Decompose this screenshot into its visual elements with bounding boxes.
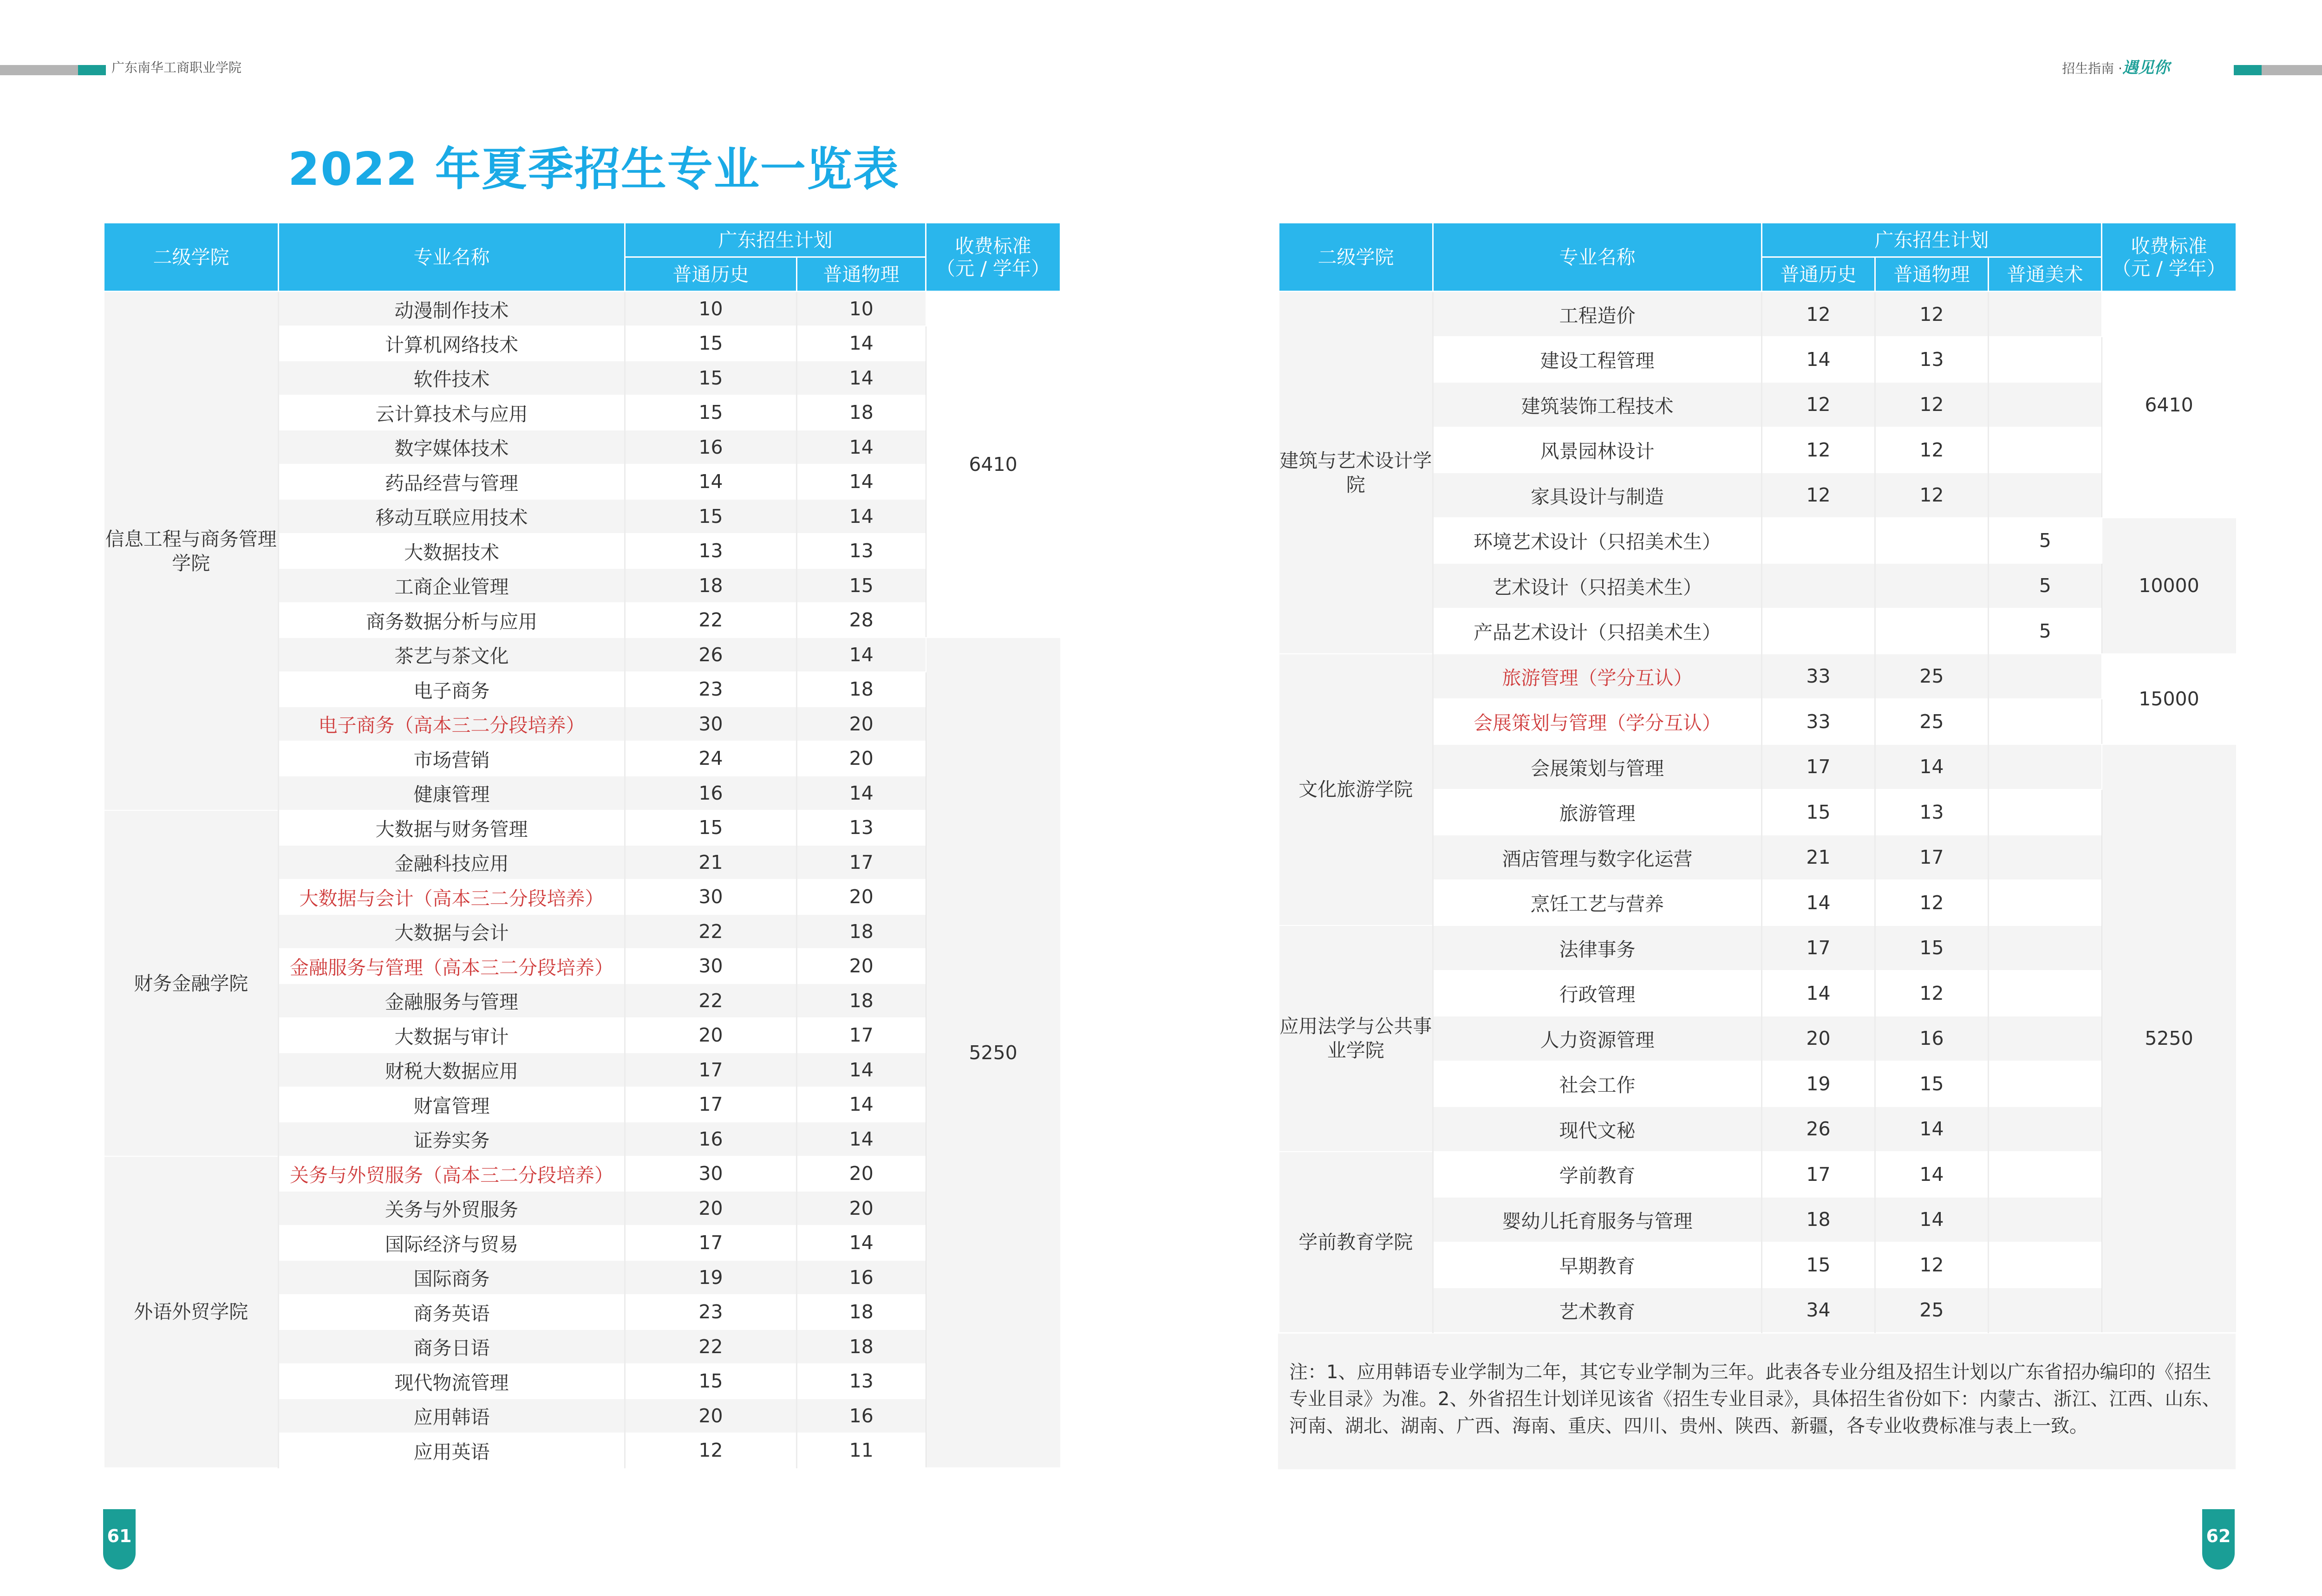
header-bar-right-teal — [2234, 65, 2262, 75]
art-cell — [1989, 1242, 2102, 1288]
major-cell: 大数据技术 — [279, 534, 625, 568]
history-cell: 17 — [1762, 744, 1875, 790]
col-header-fee-label: 收费标准 — [2131, 235, 2207, 257]
physics-cell: 20 — [797, 879, 926, 914]
physics-cell: 25 — [1875, 654, 1989, 699]
history-cell: 12 — [1762, 473, 1875, 518]
art-cell — [1989, 835, 2102, 880]
history-cell: 22 — [625, 1329, 797, 1364]
history-cell: 24 — [625, 741, 797, 776]
major-cell: 关务与外贸服务 — [279, 1191, 625, 1226]
physics-cell: 20 — [797, 1156, 926, 1191]
col-header-physics: 普通物理 — [1875, 257, 1989, 292]
physics-cell: 12 — [1875, 382, 1989, 428]
history-cell: 17 — [625, 1225, 797, 1260]
history-cell: 12 — [625, 1433, 797, 1468]
table-row — [1279, 925, 2237, 971]
major-cell: 行政管理 — [1433, 971, 1762, 1016]
history-cell — [1762, 518, 1875, 563]
art-cell — [1989, 427, 2102, 473]
history-cell: 15 — [625, 810, 797, 845]
physics-cell: 15 — [1875, 1061, 1989, 1107]
physics-cell: 14 — [1875, 744, 1989, 790]
history-cell: 13 — [625, 534, 797, 568]
physics-cell: 10 — [797, 292, 926, 326]
history-cell: 15 — [1762, 789, 1875, 835]
fee-cell: 6410 — [926, 292, 1061, 638]
history-cell: 22 — [625, 914, 797, 949]
major-cell: 现代物流管理 — [279, 1364, 625, 1399]
college-cell: 信息工程与商务管理学院 — [104, 292, 279, 811]
major-cell: 法律事务 — [1433, 925, 1762, 971]
physics-cell: 25 — [1875, 1288, 1989, 1333]
art-cell — [1989, 880, 2102, 925]
physics-cell: 18 — [797, 395, 926, 430]
physics-cell: 11 — [797, 1433, 926, 1468]
art-cell — [1989, 1197, 2102, 1243]
col-header-history: 普通历史 — [625, 257, 797, 292]
history-cell: 15 — [625, 361, 797, 396]
fee-cell: 6410 — [2102, 292, 2237, 518]
physics-cell: 12 — [1875, 473, 1989, 518]
physics-cell — [1875, 563, 1989, 609]
history-cell: 14 — [1762, 880, 1875, 925]
major-cell: 数字媒体技术 — [279, 430, 625, 465]
history-cell: 17 — [625, 1053, 797, 1088]
history-cell: 30 — [625, 1156, 797, 1191]
major-cell: 商务英语 — [279, 1295, 625, 1329]
header-bar-left-teal — [78, 65, 106, 75]
major-cell: 学前教育 — [1433, 1152, 1762, 1197]
history-cell: 18 — [625, 568, 797, 603]
fee-cell: 5250 — [2102, 744, 2237, 1333]
major-cell: 证券实务 — [279, 1122, 625, 1157]
art-cell — [1989, 925, 2102, 971]
physics-cell: 16 — [1875, 1016, 1989, 1062]
major-cell: 酒店管理与数字化运营 — [1433, 835, 1762, 880]
major-cell: 艺术教育 — [1433, 1288, 1762, 1333]
major-cell: 国际经济与贸易 — [279, 1225, 625, 1260]
history-cell: 17 — [1762, 925, 1875, 971]
major-cell: 家具设计与制造 — [1433, 473, 1762, 518]
col-header-fee — [2102, 223, 2237, 292]
art-cell: 5 — [1989, 608, 2102, 654]
history-cell: 12 — [1762, 292, 1875, 337]
col-header-fee-label: 收费标准 — [955, 235, 1031, 257]
major-cell: 旅游管理 — [1433, 789, 1762, 835]
physics-cell: 15 — [797, 568, 926, 603]
fee-cell: 15000 — [2102, 654, 2237, 744]
major-cell: 大数据与会计（高本三二分段培养） — [279, 879, 625, 914]
art-cell: 5 — [1989, 563, 2102, 609]
physics-cell: 14 — [797, 638, 926, 672]
history-cell: 20 — [1762, 1016, 1875, 1062]
history-cell: 16 — [625, 430, 797, 465]
footnote: 注：1、应用韩语专业学制为二年，其它专业学制为三年。此表各专业分组及招生计划以广东省招办编印的《招生专业目录》为准。2、外省招生计划详见该省《招生专业目录》，具体招生省份如下：内蒙古、浙江、江西、山东、河南、湖北、湖南、广西、海南、重庆、四川、贵州、陕西、新疆，各专业收费标准与表上一致。 — [1278, 1334, 2236, 1469]
major-cell: 旅游管理（学分互认） — [1433, 654, 1762, 699]
college-cell: 学前教育学院 — [1279, 1152, 1433, 1333]
physics-cell: 14 — [797, 464, 926, 499]
history-cell: 20 — [625, 1191, 797, 1226]
art-cell — [1989, 337, 2102, 382]
major-cell: 健康管理 — [279, 776, 625, 811]
major-cell: 人力资源管理 — [1433, 1016, 1762, 1062]
physics-cell: 13 — [797, 810, 926, 845]
physics-cell: 14 — [1875, 1197, 1989, 1243]
history-cell: 26 — [625, 638, 797, 672]
history-cell: 30 — [625, 949, 797, 984]
history-cell: 15 — [1762, 1242, 1875, 1288]
col-header-major: 专业名称 — [279, 223, 625, 292]
art-cell — [1989, 744, 2102, 790]
enrollment-table-right — [1278, 222, 2237, 1333]
history-cell: 22 — [625, 984, 797, 1018]
physics-cell: 14 — [797, 1087, 926, 1122]
major-cell: 工程造价 — [1433, 292, 1762, 337]
major-cell: 商务日语 — [279, 1329, 625, 1364]
major-cell: 烹饪工艺与营养 — [1433, 880, 1762, 925]
major-cell: 大数据与审计 — [279, 1018, 625, 1053]
physics-cell: 20 — [797, 707, 926, 742]
major-cell: 金融服务与管理（高本三二分段培养） — [279, 949, 625, 984]
major-cell: 动漫制作技术 — [279, 292, 625, 326]
physics-cell: 14 — [1875, 1107, 1989, 1152]
major-cell: 关务与外贸服务（高本三二分段培养） — [279, 1156, 625, 1191]
major-cell: 建筑装饰工程技术 — [1433, 382, 1762, 428]
art-cell — [1989, 789, 2102, 835]
major-cell: 艺术设计（只招美术生） — [1433, 563, 1762, 609]
major-cell: 工商企业管理 — [279, 568, 625, 603]
history-cell: 16 — [625, 776, 797, 811]
physics-cell: 12 — [1875, 427, 1989, 473]
physics-cell: 14 — [797, 499, 926, 534]
major-cell: 茶艺与茶文化 — [279, 638, 625, 672]
history-cell: 30 — [625, 879, 797, 914]
physics-cell — [1875, 608, 1989, 654]
major-cell: 建设工程管理 — [1433, 337, 1762, 382]
col-header-art: 普通美术 — [1989, 257, 2102, 292]
history-cell — [1762, 608, 1875, 654]
art-cell — [1989, 654, 2102, 699]
physics-cell: 14 — [797, 776, 926, 811]
physics-cell: 12 — [1875, 880, 1989, 925]
history-cell: 14 — [1762, 971, 1875, 1016]
major-cell: 会展策划与管理（学分互认） — [1433, 699, 1762, 744]
col-header-fee-unit: （元 / 学年） — [936, 257, 1050, 280]
major-cell: 移动互联应用技术 — [279, 499, 625, 534]
history-cell — [1762, 563, 1875, 609]
major-cell: 软件技术 — [279, 361, 625, 396]
physics-cell: 14 — [1875, 1152, 1989, 1197]
col-header-history: 普通历史 — [1762, 257, 1875, 292]
major-cell: 电子商务 — [279, 672, 625, 707]
table-row — [1279, 292, 2237, 337]
history-cell: 23 — [625, 672, 797, 707]
physics-cell: 18 — [797, 672, 926, 707]
table-row — [1279, 1152, 2237, 1197]
table-body-right — [1279, 292, 2237, 1333]
physics-cell: 17 — [797, 1018, 926, 1053]
major-cell: 药品经营与管理 — [279, 464, 625, 499]
physics-cell: 18 — [797, 914, 926, 949]
art-cell — [1989, 1107, 2102, 1152]
history-cell: 17 — [625, 1087, 797, 1122]
enrollment-table-left — [103, 222, 1061, 1468]
art-cell — [1989, 699, 2102, 744]
major-cell: 现代文秘 — [1433, 1107, 1762, 1152]
history-cell: 14 — [1762, 337, 1875, 382]
page-number-left: 61 — [103, 1509, 136, 1570]
college-cell: 文化旅游学院 — [1279, 654, 1433, 925]
major-cell: 市场营销 — [279, 741, 625, 776]
history-cell: 33 — [1762, 699, 1875, 744]
college-cell: 外语外贸学院 — [104, 1156, 279, 1468]
history-cell: 15 — [625, 326, 797, 361]
history-cell: 21 — [1762, 835, 1875, 880]
major-cell: 国际商务 — [279, 1260, 625, 1295]
physics-cell: 15 — [1875, 925, 1989, 971]
major-cell: 环境艺术设计（只招美术生） — [1433, 518, 1762, 563]
table-row — [1279, 654, 2237, 699]
major-cell: 大数据与会计 — [279, 914, 625, 949]
physics-cell: 14 — [797, 1053, 926, 1088]
major-cell: 社会工作 — [1433, 1061, 1762, 1107]
history-cell: 23 — [625, 1295, 797, 1329]
history-cell: 10 — [625, 292, 797, 326]
art-cell — [1989, 1061, 2102, 1107]
physics-cell: 18 — [797, 984, 926, 1018]
college-cell: 财务金融学院 — [104, 810, 279, 1156]
major-cell: 云计算技术与应用 — [279, 395, 625, 430]
physics-cell: 18 — [797, 1329, 926, 1364]
physics-cell: 20 — [797, 949, 926, 984]
art-cell — [1989, 1152, 2102, 1197]
history-cell: 15 — [625, 499, 797, 534]
major-cell: 早期教育 — [1433, 1242, 1762, 1288]
major-cell: 风景园林设计 — [1433, 427, 1762, 473]
major-cell: 电子商务（高本三二分段培养） — [279, 707, 625, 742]
col-header-plan: 广东招生计划 — [625, 223, 926, 257]
col-header-major: 专业名称 — [1433, 223, 1762, 292]
table-row — [104, 810, 1061, 845]
history-cell: 16 — [625, 1122, 797, 1157]
major-cell: 产品艺术设计（只招美术生） — [1433, 608, 1762, 654]
history-cell: 30 — [625, 707, 797, 742]
physics-cell: 13 — [1875, 337, 1989, 382]
history-cell: 15 — [625, 1364, 797, 1399]
physics-cell: 13 — [797, 1364, 926, 1399]
col-header-college: 二级学院 — [104, 223, 279, 292]
history-cell: 15 — [625, 395, 797, 430]
major-cell: 金融服务与管理 — [279, 984, 625, 1018]
page-title: 2022 年夏季招生专业一览表 — [288, 143, 900, 196]
physics-cell — [1875, 518, 1989, 563]
art-cell — [1989, 971, 2102, 1016]
history-cell: 34 — [1762, 1288, 1875, 1333]
physics-cell: 28 — [797, 603, 926, 638]
history-cell: 18 — [1762, 1197, 1875, 1243]
col-header-plan: 广东招生计划 — [1762, 223, 2102, 257]
history-cell: 22 — [625, 603, 797, 638]
physics-cell: 13 — [1875, 789, 1989, 835]
physics-cell: 12 — [1875, 971, 1989, 1016]
major-cell: 财富管理 — [279, 1087, 625, 1122]
physics-cell: 14 — [797, 1122, 926, 1157]
history-cell: 17 — [1762, 1152, 1875, 1197]
physics-cell: 20 — [797, 741, 926, 776]
fee-cell: 10000 — [2102, 518, 2237, 654]
history-cell: 12 — [1762, 427, 1875, 473]
major-cell: 金融科技应用 — [279, 845, 625, 880]
col-header-fee — [926, 223, 1061, 292]
physics-cell: 25 — [1875, 699, 1989, 744]
physics-cell: 14 — [797, 1225, 926, 1260]
major-cell: 应用英语 — [279, 1433, 625, 1468]
history-cell: 20 — [625, 1399, 797, 1433]
physics-cell: 12 — [1875, 292, 1989, 337]
major-cell: 婴幼儿托育服务与管理 — [1433, 1197, 1762, 1243]
col-header-college: 二级学院 — [1279, 223, 1433, 292]
history-cell: 19 — [1762, 1061, 1875, 1107]
history-cell: 21 — [625, 845, 797, 880]
art-cell — [1989, 292, 2102, 337]
physics-cell: 18 — [797, 1295, 926, 1329]
major-cell: 商务数据分析与应用 — [279, 603, 625, 638]
header-bar-right-gray — [2262, 65, 2322, 75]
fee-cell: 5250 — [926, 638, 1061, 1468]
physics-cell: 14 — [797, 361, 926, 396]
header-guide-label: 招生指南 · — [2062, 61, 2122, 76]
major-cell: 财税大数据应用 — [279, 1053, 625, 1088]
history-cell: 20 — [625, 1018, 797, 1053]
major-cell: 会展策划与管理 — [1433, 744, 1762, 790]
physics-cell: 17 — [797, 845, 926, 880]
art-cell — [1989, 382, 2102, 428]
table-row — [104, 1156, 1061, 1191]
college-cell: 建筑与艺术设计学院 — [1279, 292, 1433, 654]
history-cell: 26 — [1762, 1107, 1875, 1152]
physics-cell: 16 — [797, 1399, 926, 1433]
history-cell: 12 — [1762, 382, 1875, 428]
art-cell: 5 — [1989, 518, 2102, 563]
major-cell: 计算机网络技术 — [279, 326, 625, 361]
art-cell — [1989, 1016, 2102, 1062]
college-cell: 应用法学与公共事业学院 — [1279, 925, 1433, 1152]
header-logo: 遇见你 — [2122, 59, 2170, 77]
table-body-left — [104, 292, 1061, 1468]
history-cell: 19 — [625, 1260, 797, 1295]
physics-cell: 12 — [1875, 1242, 1989, 1288]
physics-cell: 20 — [797, 1191, 926, 1226]
header-school-name: 广东南华工商职业学院 — [111, 60, 242, 75]
art-cell — [1989, 1288, 2102, 1333]
major-cell: 大数据与财务管理 — [279, 810, 625, 845]
major-cell: 应用韩语 — [279, 1399, 625, 1433]
art-cell — [1989, 473, 2102, 518]
col-header-fee-unit: （元 / 学年） — [2112, 257, 2226, 280]
physics-cell: 16 — [797, 1260, 926, 1295]
table-row — [104, 292, 1061, 326]
header-guide-text — [2062, 59, 2170, 77]
history-cell: 33 — [1762, 654, 1875, 699]
history-cell: 14 — [625, 464, 797, 499]
physics-cell: 17 — [1875, 835, 1989, 880]
physics-cell: 14 — [797, 430, 926, 465]
physics-cell: 14 — [797, 326, 926, 361]
physics-cell: 13 — [797, 534, 926, 568]
col-header-physics: 普通物理 — [797, 257, 926, 292]
header-bar-left-gray — [0, 65, 78, 75]
page-number-right: 62 — [2202, 1509, 2235, 1570]
